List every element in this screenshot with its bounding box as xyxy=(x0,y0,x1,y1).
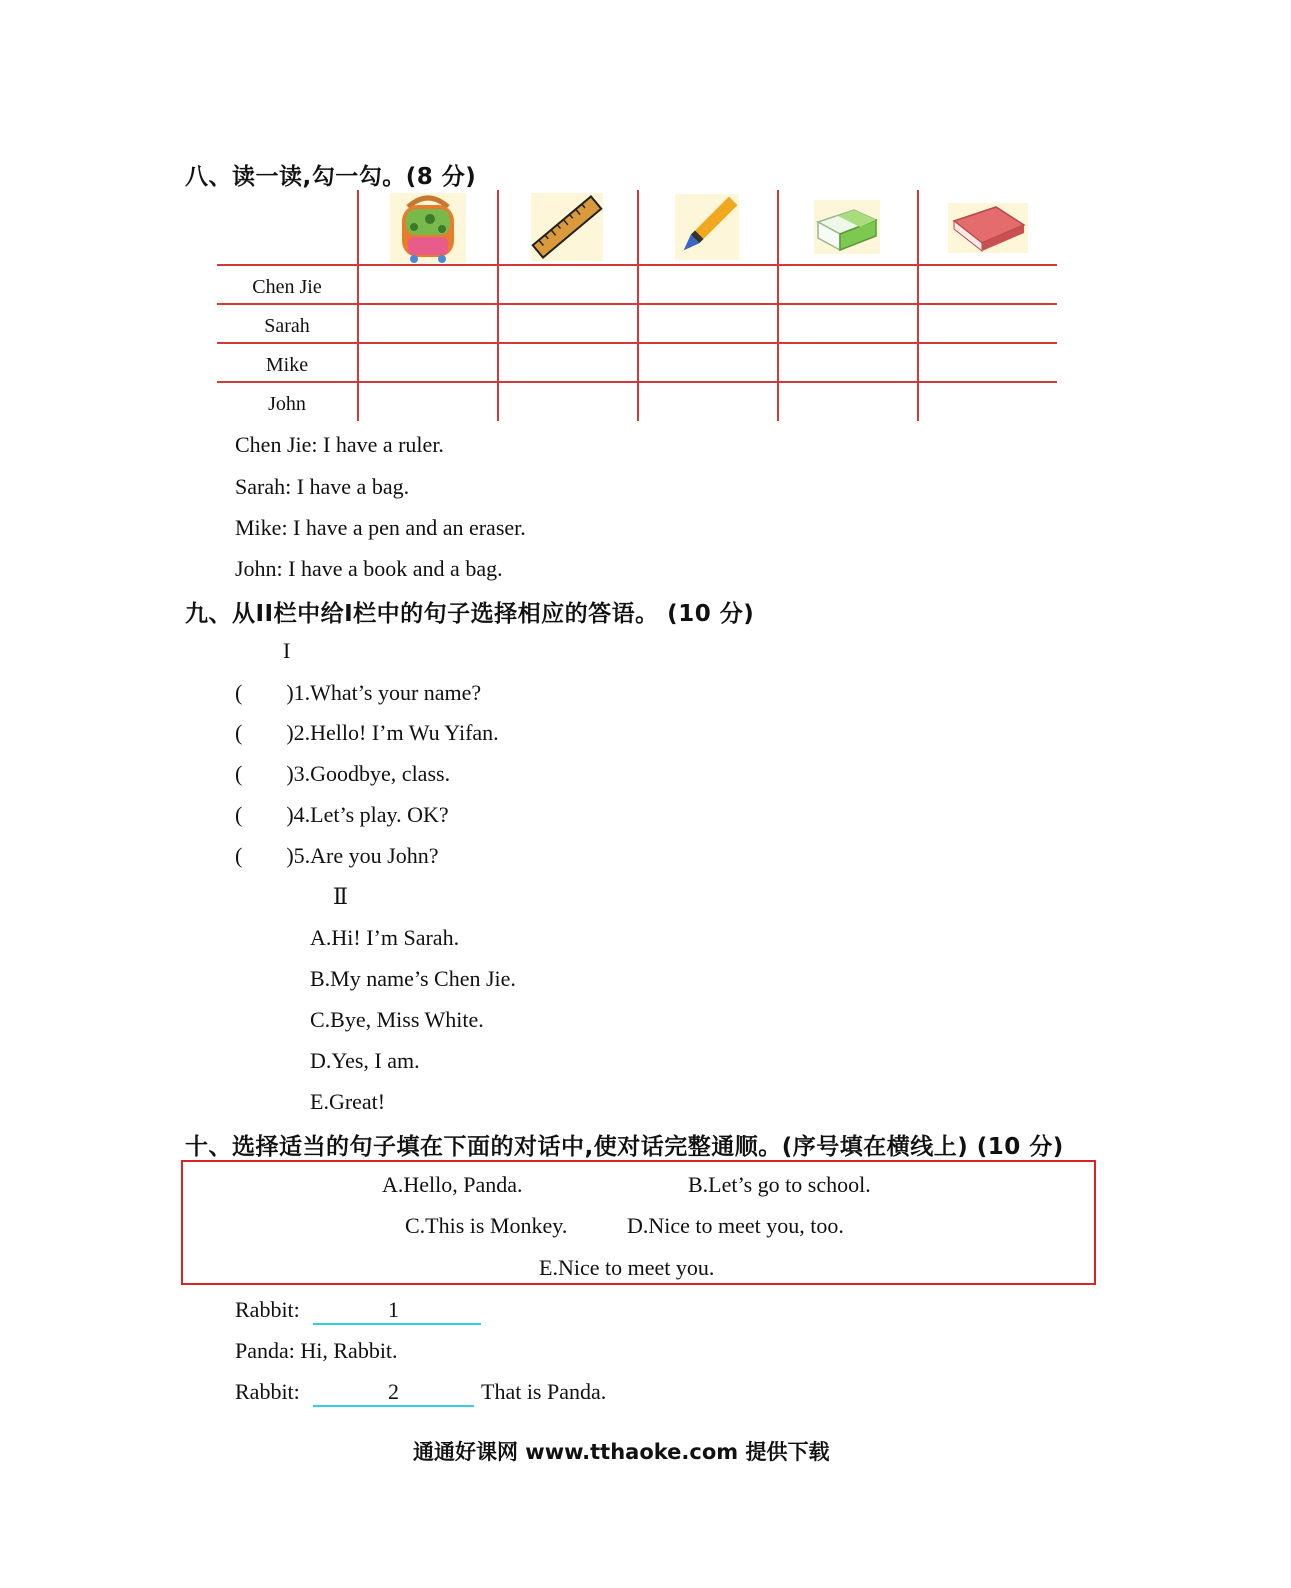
row-name-john: John xyxy=(268,393,306,415)
sentence-mike: Mike: I have a pen and an eraser. xyxy=(235,515,526,540)
pen-icon xyxy=(675,194,739,265)
dialog-3-answer-line[interactable] xyxy=(313,1405,474,1407)
book-icon xyxy=(948,203,1028,258)
eraser-icon xyxy=(814,200,880,259)
row-name-sarah: Sarah xyxy=(264,315,310,337)
option-d: D.Nice to meet you, too. xyxy=(627,1213,844,1238)
answer-e: E.Great! xyxy=(310,1089,386,1114)
column-i-header: I xyxy=(283,638,291,663)
answer-d: D.Yes, I am. xyxy=(310,1048,420,1073)
question-4: ( )4.Let’s play. OK? xyxy=(235,802,449,827)
sentence-chen-jie: Chen Jie: I have a ruler. xyxy=(235,432,444,457)
question-5: ( )5.Are you John? xyxy=(235,843,439,868)
option-c: C.This is Monkey. xyxy=(405,1213,568,1238)
section-9-title: 九、从II栏中给I栏中的句子选择相应的答语。 (10 分) xyxy=(185,601,755,627)
column-ii-header: Ⅱ xyxy=(333,884,348,909)
question-2: ( )2.Hello! I’m Wu Yifan. xyxy=(235,720,499,745)
section-8-title: 八、读一读,勾一勾。(8 分) xyxy=(185,164,477,190)
sentence-sarah: Sarah: I have a bag. xyxy=(235,474,410,499)
footer-text: 通通好课网 www.tthaoke.com 提供下载 xyxy=(413,1440,830,1464)
dialog-3-blank-number: 2 xyxy=(388,1379,399,1404)
ruler-icon xyxy=(531,193,603,266)
question-3: ( )3.Goodbye, class. xyxy=(235,761,451,786)
option-b: B.Let’s go to school. xyxy=(688,1172,871,1197)
answer-a: A.Hi! I’m Sarah. xyxy=(310,925,460,950)
answer-b: B.My name’s Chen Jie. xyxy=(310,966,516,991)
section-10-title: 十、选择适当的句子填在下面的对话中,使对话完整通顺。(序号填在横线上) (10 分) xyxy=(185,1134,1064,1160)
dialog-2-line: Panda: Hi, Rabbit. xyxy=(235,1338,398,1363)
question-1: ( )1.What’s your name? xyxy=(235,680,482,705)
dialog-1-blank-number: 1 xyxy=(388,1297,399,1322)
dialog-3-tail: That is Panda. xyxy=(481,1379,607,1404)
answer-c: C.Bye, Miss White. xyxy=(310,1007,484,1032)
row-name-chen-jie: Chen Jie xyxy=(252,276,322,298)
backpack-icon xyxy=(390,193,466,268)
option-a: A.Hello, Panda. xyxy=(382,1172,523,1197)
dialog-1-answer-line[interactable] xyxy=(313,1323,481,1325)
option-e: E.Nice to meet you. xyxy=(539,1255,715,1280)
dialog-1-speaker: Rabbit: xyxy=(235,1297,300,1322)
sentence-john: John: I have a book and a bag. xyxy=(235,556,503,581)
dialog-3-speaker: Rabbit: xyxy=(235,1379,300,1404)
row-name-mike: Mike xyxy=(265,354,309,376)
